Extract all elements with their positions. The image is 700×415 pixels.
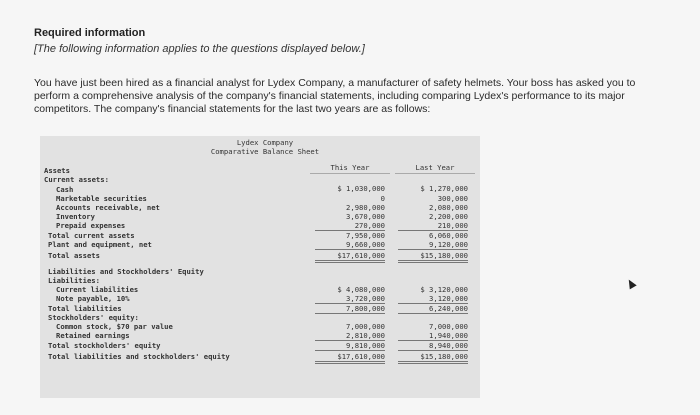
value-last-year: 210,000	[398, 221, 468, 231]
value-last-year: 2,080,000	[429, 203, 468, 212]
value-this-year: 9,810,000	[315, 341, 385, 351]
table-row	[40, 251, 480, 261]
value-this-year: 7,000,000	[346, 322, 385, 331]
value-last-year: 9,120,000	[398, 240, 468, 250]
row-label: Total stockholders' equity	[48, 341, 161, 350]
row-label: Prepaid expenses	[56, 221, 126, 230]
row-label: Inventory	[56, 212, 95, 221]
row-label: Cash	[56, 185, 74, 194]
value-last-year: $15,180,000	[398, 251, 468, 263]
balance-sheet-image	[40, 136, 480, 398]
row-label: Note payable, 10%	[56, 294, 130, 303]
col-this-year: This Year	[330, 163, 370, 172]
row-label: Total liabilities and stockholders' equity	[48, 352, 230, 361]
required-information-heading: Required information	[34, 27, 146, 39]
row-label: Total current assets	[48, 231, 135, 240]
row-label: Total liabilities	[48, 304, 122, 313]
info-note: [The following information applies to the questions displayed below.]	[34, 43, 365, 55]
value-last-year: 7,000,000	[429, 322, 468, 331]
row-label: Current assets:	[44, 175, 109, 184]
value-this-year: $17,610,000	[315, 352, 385, 364]
value-this-year: 2,980,000	[346, 203, 385, 212]
value-this-year: 7,800,000	[315, 304, 385, 314]
value-last-year: 2,200,000	[429, 212, 468, 221]
row-label: Common stock, $70 par value	[56, 322, 173, 331]
value-this-year: 3,720,000	[315, 294, 385, 304]
value-this-year: $17,610,000	[315, 251, 385, 263]
value-this-year: $ 4,080,000	[337, 285, 385, 294]
table-row	[40, 240, 480, 250]
value-this-year: 2,810,000	[315, 331, 385, 341]
row-label: Plant and equipment, net	[48, 240, 152, 249]
row-label: Retained earnings	[56, 331, 130, 340]
company-name: Lydex Company	[236, 138, 294, 147]
value-this-year: 270,000	[315, 221, 385, 231]
value-this-year: 3,670,000	[346, 212, 385, 221]
value-last-year: 1,940,000	[398, 331, 468, 341]
row-label: Liabilities:	[48, 276, 100, 285]
row-label: Assets	[44, 166, 70, 175]
mouse-cursor-icon	[625, 278, 636, 290]
table-row	[40, 331, 480, 341]
row-label: Marketable securities	[56, 194, 147, 203]
row-label: Accounts receivable, net	[56, 203, 160, 212]
value-last-year: $ 3,120,000	[420, 285, 468, 294]
sheet-title: Comparative Balance Sheet	[210, 147, 320, 156]
value-last-year: 3,120,000	[398, 294, 468, 304]
row-label: Liabilities and Stockholders' Equity	[48, 267, 204, 276]
value-this-year: 7,950,000	[346, 231, 385, 240]
intro-paragraph: You have just been hired as a financial analyst for Lydex Company, a manufacturer of safety helmets. Your boss has asked you to perform a comprehensive analysis of the company's financial statements, including comparing Lydex's performance to its major competitors. The company's financial statements for the last two years are as follows:	[34, 77, 636, 115]
value-this-year: 0	[380, 194, 385, 203]
table-row	[40, 221, 480, 231]
value-last-year: 6,060,000	[429, 231, 468, 240]
value-last-year: $ 1,270,000	[420, 184, 468, 193]
table-row	[40, 352, 480, 362]
value-this-year: 9,660,000	[315, 240, 385, 250]
value-last-year: 300,000	[437, 194, 468, 203]
row-label: Stockholders' equity:	[48, 313, 139, 322]
row-label: Total assets	[48, 251, 100, 260]
table-row	[40, 341, 480, 351]
value-last-year: $15,180,000	[398, 352, 468, 364]
table-row	[40, 294, 480, 304]
row-label: Current liabilities	[56, 285, 139, 294]
value-this-year: $ 1,030,000	[337, 184, 385, 193]
col-last-year: Last Year	[415, 163, 455, 172]
value-last-year: 6,240,000	[398, 304, 468, 314]
value-last-year: 8,940,000	[398, 341, 468, 351]
